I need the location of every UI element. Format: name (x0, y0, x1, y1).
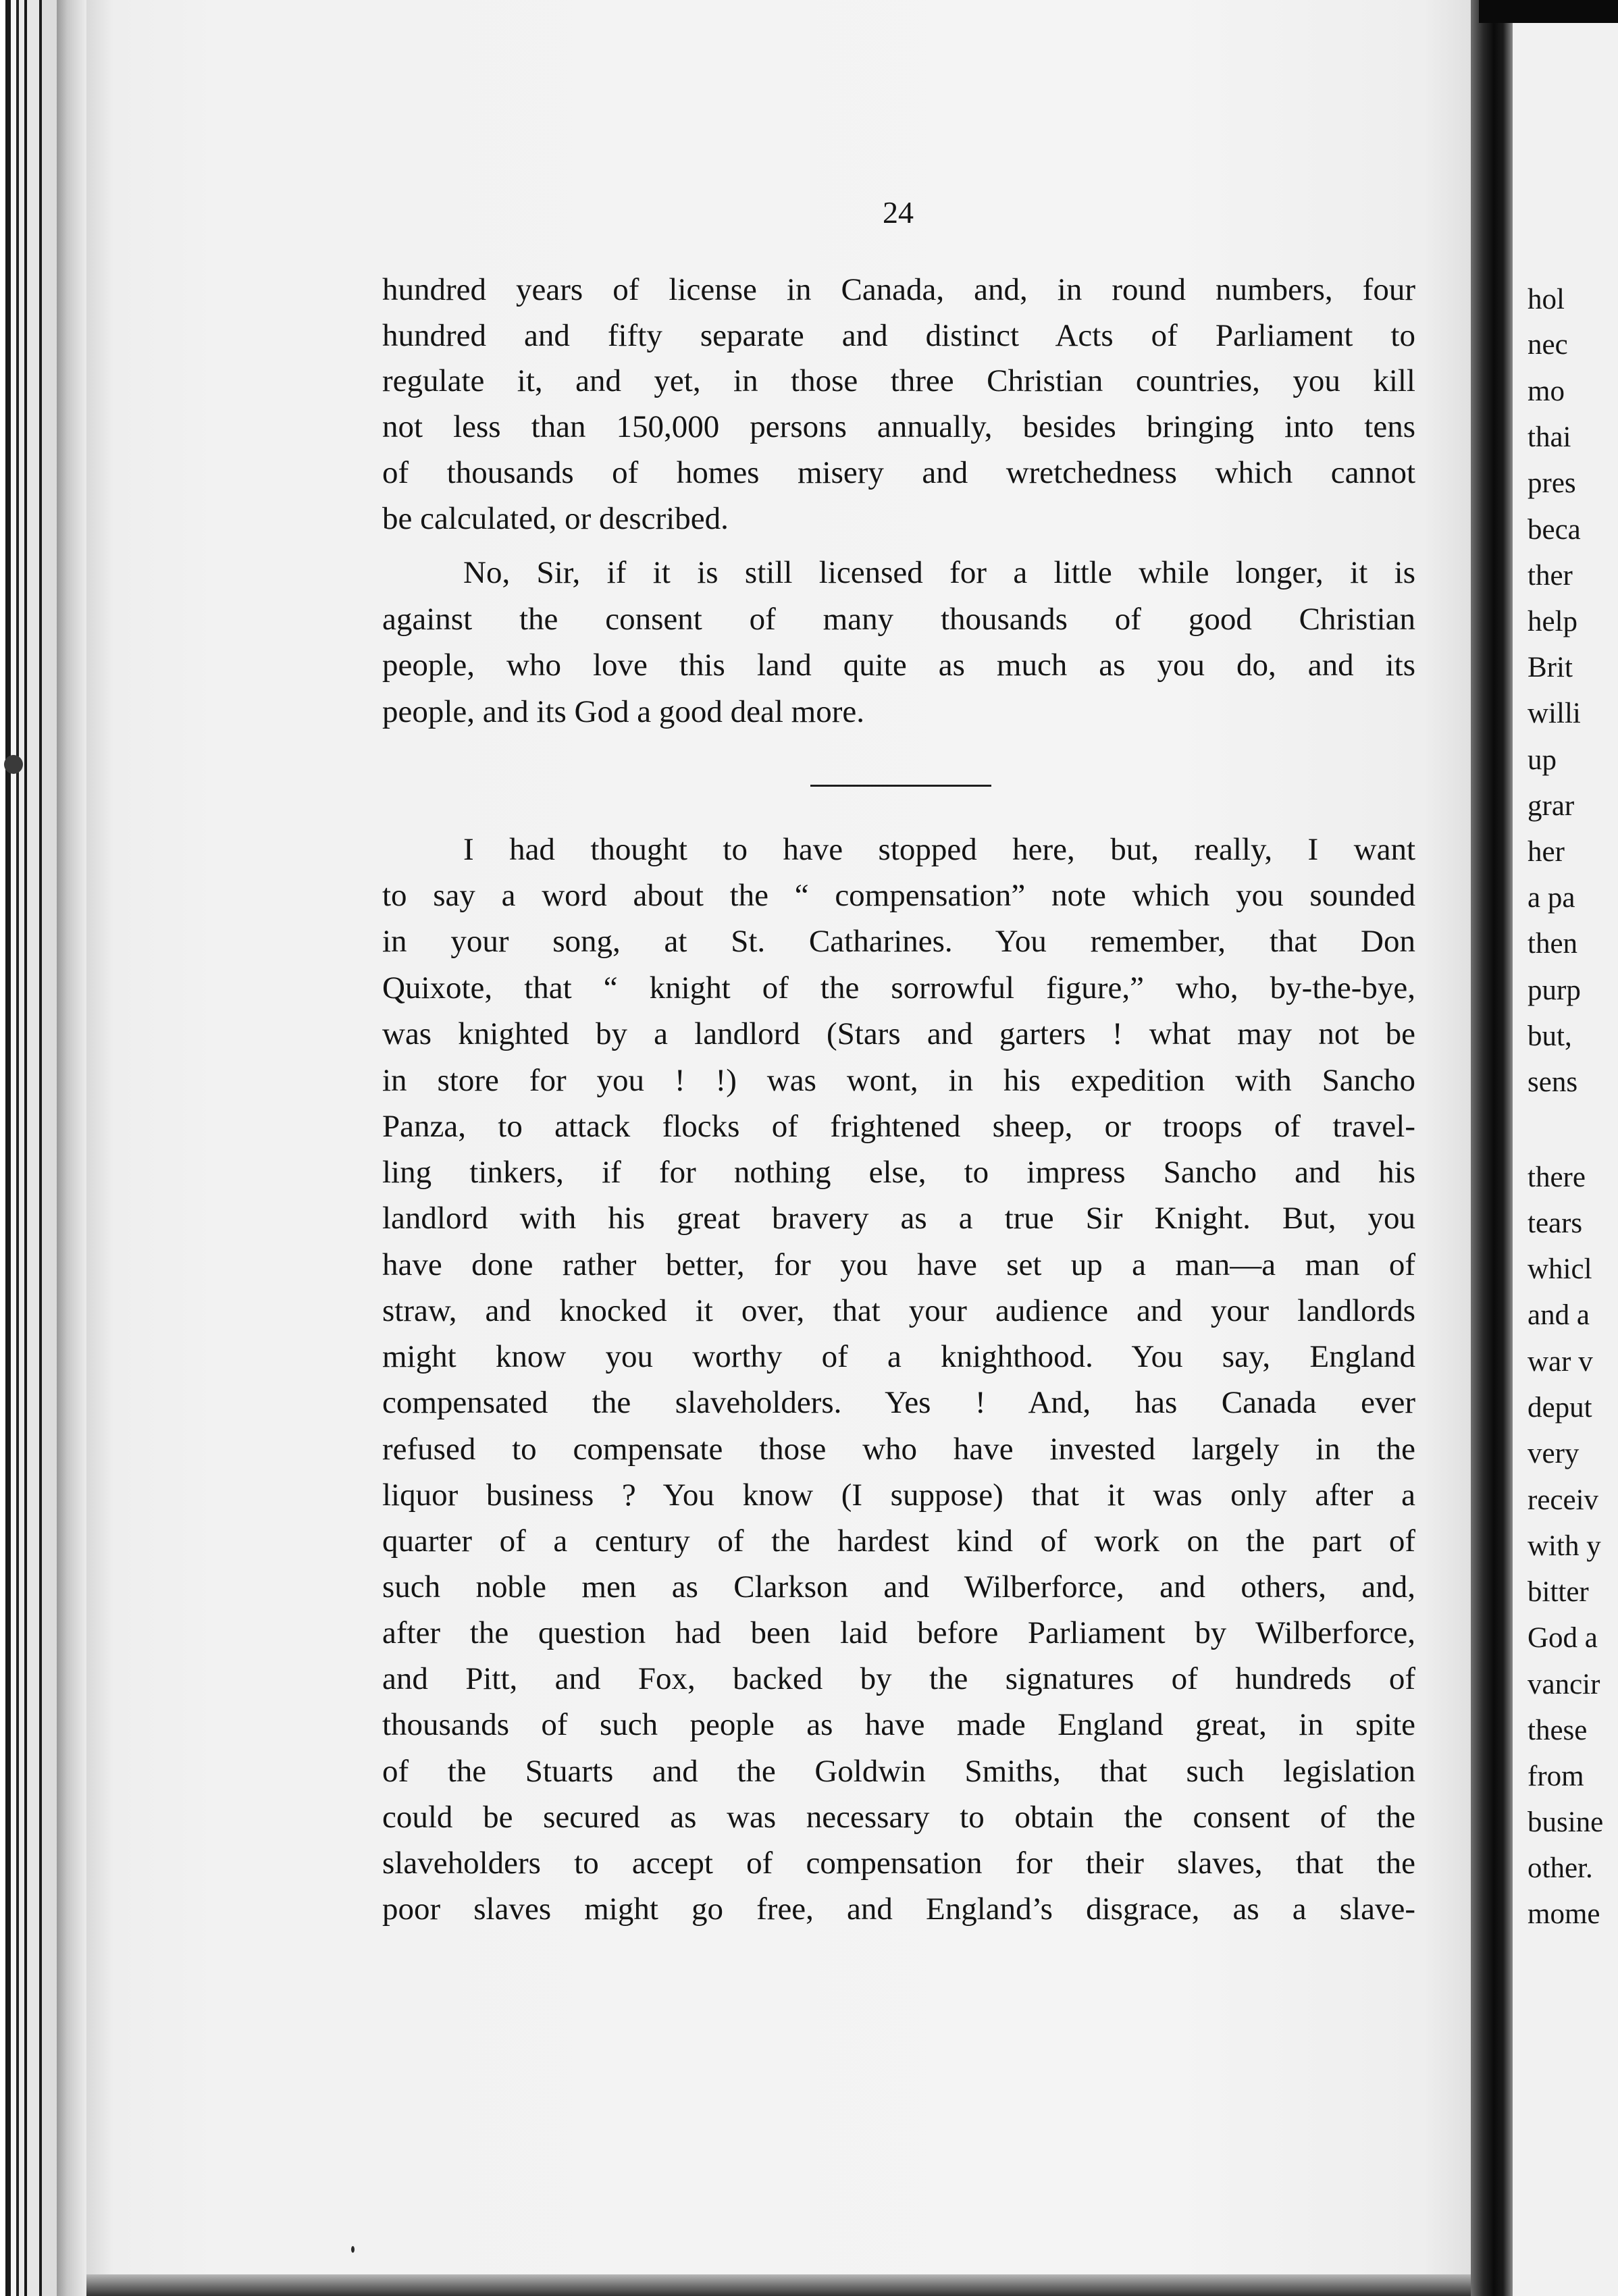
text-line: not less than 150,000 persons annually, besides bringing into tens (382, 409, 1415, 444)
text-line: hundred and fifty separate and distinct Acts of Parliament to (382, 318, 1415, 353)
text-line: landlord with his great bravery as a true Sir Knight. But, you (382, 1201, 1415, 1236)
facing-page-fragment: with y (1528, 1530, 1601, 1562)
facing-page-fragment: beca (1528, 514, 1581, 546)
text-line: was knighted by a landlord (Stars and garters ! what may not be (382, 1016, 1415, 1051)
facing-page (1513, 23, 1618, 2296)
text-line: refused to compensate those who have invested largely in the (382, 1432, 1415, 1467)
text-line: against the consent of many thousands of good Christian (382, 602, 1415, 637)
text-line: and Pitt, and Fox, backed by the signatures of hundreds of (382, 1661, 1415, 1696)
facing-page-fragment: these (1528, 1715, 1588, 1746)
facing-page-fragment: war v (1528, 1346, 1593, 1378)
text-line: of thousands of homes misery and wretchedness which cannot (382, 455, 1415, 490)
facing-page-fragment: Brit (1528, 652, 1573, 683)
facing-page-fragment: pres (1528, 467, 1576, 499)
facing-page-fragment: purp (1528, 974, 1581, 1006)
text-line: straw, and knocked it over, that your audience and your landlords (382, 1293, 1415, 1328)
text-line: liquor business ? You know (I suppose) that it was only after a (382, 1478, 1415, 1513)
text-line: ling tinkers, if for nothing else, to impress Sancho and his (382, 1155, 1415, 1190)
facing-page-fragment: up (1528, 744, 1557, 776)
top-shadow (1479, 0, 1618, 23)
text-line: people, and its God a good deal more. (382, 694, 864, 729)
facing-page-fragment: willi (1528, 698, 1581, 729)
text-line: hundred years of license in Canada, and, in round numbers, four (382, 272, 1415, 307)
section-divider (810, 785, 991, 787)
text-line: thousands of such people as have made England great, in spite (382, 1707, 1415, 1742)
facing-page-fragment: her (1528, 836, 1565, 868)
text-line: regulate it, and yet, in those three Christian countries, you kill (382, 363, 1415, 398)
text-line: be calculated, or described. (382, 501, 729, 536)
facing-page-fragment: God a (1528, 1622, 1598, 1654)
facing-page-fragment: thai (1528, 421, 1571, 453)
facing-page-fragment: sens (1528, 1066, 1578, 1098)
text-line: quarter of a century of the hardest kind of work on the part of (382, 1523, 1415, 1559)
scan-speck (4, 755, 23, 774)
page-bottom-edge (86, 2274, 1471, 2296)
page-number: 24 (883, 195, 914, 230)
text-line: Quixote, that “ knight of the sorrowful figure,” who, by-the-bye, (382, 970, 1415, 1006)
page-edge-stack (0, 0, 86, 2296)
facing-page-fragment: other. (1528, 1852, 1593, 1884)
facing-page-fragment: and a (1528, 1299, 1590, 1331)
text-line: slaveholders to accept of compensation for their slaves, that the (382, 1846, 1415, 1881)
facing-page-fragment: tears (1528, 1207, 1583, 1239)
text-line: No, Sir, if it is still licensed for a little while longer, it is (463, 555, 1415, 590)
facing-page-fragment: very (1528, 1438, 1580, 1469)
text-line: might know you worthy of a knighthood. You say, England (382, 1339, 1415, 1374)
facing-page-fragment: whicl (1528, 1253, 1592, 1285)
facing-page-fragment: help (1528, 606, 1578, 637)
facing-page-fragment: then (1528, 928, 1578, 960)
facing-page-fragment: bitter (1528, 1576, 1589, 1608)
text-line: after the question had been laid before Parliament by Wilberforce, (382, 1615, 1415, 1650)
facing-page-fragment: there (1528, 1162, 1586, 1193)
book-gutter (1471, 0, 1513, 2296)
text-line: Panza, to attack flocks of frightened sheep, or troops of travel- (382, 1109, 1415, 1144)
facing-page-fragment: hol (1528, 284, 1565, 315)
text-line: could be secured as was necessary to obtain the consent of the (382, 1800, 1415, 1835)
facing-page-fragment: vancir (1528, 1669, 1600, 1700)
facing-page-fragment: but, (1528, 1020, 1572, 1052)
facing-page-fragment: receiv (1528, 1484, 1599, 1516)
text-line: compensated the slaveholders. Yes ! And, has Canada ever (382, 1385, 1415, 1420)
text-line: in your song, at St. Catharines. You remember, that Don (382, 924, 1415, 959)
scan-speck (351, 2246, 355, 2253)
facing-page-fragment: from (1528, 1760, 1584, 1792)
text-line: such noble men as Clarkson and Wilberforce, and others, and, (382, 1569, 1415, 1604)
facing-page-fragment: deput (1528, 1392, 1592, 1424)
facing-page-fragment: mome (1528, 1898, 1600, 1930)
facing-page-fragment: ther (1528, 560, 1573, 592)
text-line: to say a word about the “ compensation” note which you sounded (382, 878, 1415, 913)
facing-page-fragment: grar (1528, 790, 1575, 822)
facing-page-fragment: a pa (1528, 882, 1575, 914)
text-line: in store for you ! !) was wont, in his expedition with Sancho (382, 1063, 1415, 1098)
text-line: poor slaves might go free, and England’s disgrace, as a slave- (382, 1891, 1415, 1927)
text-line: people, who love this land quite as much as you do, and its (382, 648, 1415, 683)
facing-page-fragment: busine (1528, 1806, 1604, 1838)
facing-page-fragment: mo (1528, 375, 1565, 407)
text-line: I had thought to have stopped here, but, really, I want (463, 832, 1415, 867)
text-line: have done rather better, for you have set up a man—a man of (382, 1247, 1415, 1282)
text-line: of the Stuarts and the Goldwin Smiths, that such legislation (382, 1754, 1415, 1789)
facing-page-fragment: nec (1528, 329, 1568, 361)
